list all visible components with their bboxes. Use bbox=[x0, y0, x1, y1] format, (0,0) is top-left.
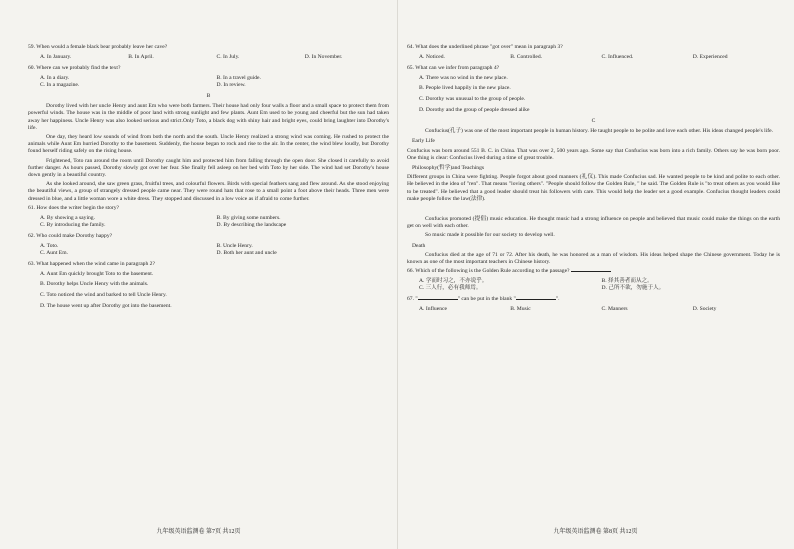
option: D. Society bbox=[692, 305, 717, 312]
option: C. Toto noticed the wind and barked to tell Uncle Henry. bbox=[40, 292, 167, 299]
question-64-options bbox=[419, 54, 780, 61]
option: C. Manners bbox=[601, 305, 628, 312]
question-61-options bbox=[40, 215, 389, 229]
question-62-options bbox=[40, 243, 389, 257]
question-66-options bbox=[419, 278, 780, 292]
passage-death: Confucius died at the age of 71 or 72. After his death, he was honored as a man of wisdom. His ideas helped shape the Chinese government. Today he is known as one of the most important teachers in Chinese history. bbox=[407, 251, 780, 265]
option: B. By giving some numbers. bbox=[216, 214, 281, 221]
option: D. Dorothy and the group of people dressed alike bbox=[419, 106, 530, 113]
option: B. In a travel guide. bbox=[216, 74, 261, 81]
option: C. Dorothy was unusual to the group of people. bbox=[419, 96, 526, 103]
option: D. Both her aunt and uncle bbox=[216, 249, 277, 256]
passage-music: Confucius promoted (提倡) music education. He thought music had a strong influence on people and believed that music could make the things on the earth get on well with each other. bbox=[407, 215, 780, 230]
passage-paragraph: Dorothy lived with her uncle Henry and aunt Em who were both farmers. Their house had only four walls a floor and a small space to protect them from powerful winds. The house was in the middle of poor land with strong sunlight and few plants. Aunt Em used to be young and cheerful but the sun had taken away her happiness. Uncle Henry was also looked serious and strict.Only Toto, a black dog with shiny hair and bright eyes, could bring laughter into Dorothy's life. bbox=[28, 103, 389, 131]
passage-music-2: So music made it possible for our society to develop well. bbox=[425, 232, 555, 239]
passage-philosophy: Different groups in China were fighting. People forgot about good manners (礼仪). This made Confucius sad. He wanted people to be kind and polite to each other. He believed in the idea of "ren". That means "loving others". "People should follow the Golden Rule, " he said. The Golden Rule is "to treat others as you would like to be treated". He believed that a good leader should treat his followers with care. This would help the leader set a good example. Confucius thought leaders could make people follow the law(法律). bbox=[407, 174, 780, 202]
option: A. 学而时习之，不亦说乎。 bbox=[419, 277, 488, 284]
option: A. Toto. bbox=[40, 242, 59, 249]
option: A. In January. bbox=[40, 53, 72, 60]
answer-blank bbox=[571, 271, 611, 272]
option: D. In November. bbox=[304, 53, 343, 60]
passage-paragraph: Frightened, Toto ran around the room until Dorothy caught him and protected him from falling through the open door. She closed it carefully to avoid further danger. As hours passed, Dorothy slowly got over her fear. She finally fell asleep on her bed with Toto by her side. The wind had set Dorothy's house down gently in a beautiful country. bbox=[28, 157, 389, 179]
option: C. Aunt Em. bbox=[40, 249, 68, 256]
option: B. Controlled. bbox=[510, 53, 543, 60]
right-page bbox=[397, 0, 794, 549]
passage-paragraph: One day, they heard low sounds of wind from both the north and the south. Uncle Henry realized a strong wind was coming. He rushed to protect the animals while Aunt Em hurried Dorothy to the basement. Suddenly, the house began to rock and rise to the air. In the center, the wind blew loudly, but Dorothy found herself riding safely on the rising house. bbox=[28, 134, 389, 155]
option: A. There was no wind in the new place. bbox=[419, 74, 508, 81]
question-59-options bbox=[40, 54, 389, 61]
option: B. People lived happily in the new place. bbox=[419, 85, 511, 92]
answer-blank bbox=[418, 299, 458, 300]
heading-death: Death bbox=[412, 242, 426, 249]
heading-philosophy: Philosophy(哲学)and Teachings bbox=[412, 164, 485, 171]
option: C. 三人行，必有我师焉。 bbox=[419, 285, 482, 292]
question-66 bbox=[407, 268, 780, 275]
question-64: 64. What does the underlined phrase "got over" mean in paragraph 3? bbox=[407, 44, 563, 50]
question-63-options bbox=[40, 271, 389, 310]
question-67-stem-end: ". bbox=[555, 296, 560, 303]
question-60-options bbox=[40, 75, 389, 89]
option: D. 己所不欲，勿施于人。 bbox=[601, 285, 665, 292]
question-65: 65. What can we infer from paragraph 4? bbox=[407, 64, 500, 71]
option: A. By showing a saying. bbox=[40, 214, 96, 221]
option: D. By describing the landscape bbox=[216, 221, 287, 228]
question-67 bbox=[407, 296, 780, 303]
passage-gap bbox=[407, 205, 780, 216]
option: D. The house went up after Dorothy got into the basement. bbox=[40, 302, 172, 309]
question-63: 63. What happened when the wind came in paragraph 2? bbox=[28, 261, 155, 268]
option: C. In a magazine. bbox=[40, 81, 80, 88]
option: D. In review. bbox=[216, 81, 246, 88]
option: A. In a diary. bbox=[40, 74, 70, 81]
section-c-heading: C bbox=[591, 117, 596, 124]
passage-early-life: Confucius was born around 551 B. C. in China. That was over 2, 500 years ago. Some say that Confucius was born into a rich family. Others say he was born poor. One thing is clear: Confucius lived during a time of great trouble. bbox=[407, 147, 780, 161]
option: B. Uncle Henry. bbox=[216, 242, 253, 249]
question-66-stem: 66. Which of the following is the Golden Rule according to the passage? bbox=[407, 268, 570, 275]
question-67-stem-start: 67. " bbox=[407, 296, 418, 303]
passage-paragraph: As she looked around, she saw green grass, fruitful trees, and colourful flowers. Birds with special feathers sang and flew around. As she stood enjoying the beautiful views, a group of strangely dressed people came near. They were round hats that rose to a small point a foot above their heads. Three men were dressed in blue, and a little woman wore a white dress. They stopped and discussed in a low voice as if afraid to come further. bbox=[28, 181, 389, 202]
question-59: 59. When would a female black bear probably leave her cave? bbox=[28, 44, 168, 50]
question-60: 60. Where can we probably find the text? bbox=[28, 64, 121, 71]
option: C. In July. bbox=[216, 53, 240, 60]
option: A. Influence bbox=[419, 305, 447, 312]
question-61: 61. How does the writer begin the story? bbox=[28, 204, 120, 211]
section-b-heading: B bbox=[206, 93, 211, 100]
page-footer: 九年级英语监测卷 第7页 共12页 bbox=[156, 528, 241, 535]
heading-early-life: Early Life bbox=[412, 138, 435, 145]
option: B. Music bbox=[510, 305, 531, 312]
option: C. By introducing the family. bbox=[40, 221, 106, 228]
question-67-stem-middle: " can be put in the blank " bbox=[457, 296, 516, 303]
option: B. In April. bbox=[128, 53, 154, 60]
question-62: 62. Who could make Dorothy happy? bbox=[28, 232, 113, 239]
option: A. Aunt Em quickly brought Toto to the basement. bbox=[40, 270, 154, 277]
option: C. Influenced. bbox=[601, 53, 634, 60]
page-footer: 九年级英语监测卷 第8页 共12页 bbox=[553, 528, 638, 535]
question-65-options bbox=[419, 75, 780, 114]
option: B. Dorothy helps Uncle Henry with the animals. bbox=[40, 281, 149, 288]
option: A. Noticed. bbox=[419, 53, 445, 60]
option: B. 择其善者而从之。 bbox=[601, 277, 653, 284]
answer-blank bbox=[516, 299, 556, 300]
passage-intro: Confucius(孔子) was one of the most important people in human history. He taught people to be polite and love each other. His ideas changed people's life. bbox=[425, 128, 773, 135]
question-67-options bbox=[419, 306, 780, 313]
option: D. Experienced bbox=[692, 53, 728, 60]
